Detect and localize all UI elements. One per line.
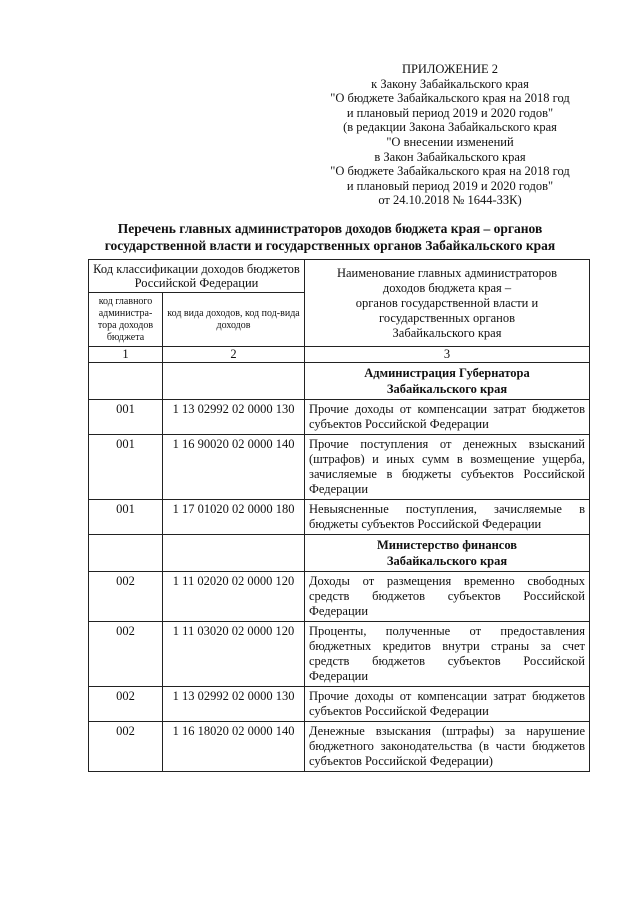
section-row xyxy=(89,535,590,572)
column-number: 2 xyxy=(163,347,305,363)
document-title xyxy=(60,220,600,254)
table-header-row xyxy=(89,260,590,293)
income-name-cell: Денежные взыскания (штрафы) за нарушение бюджетного законодательства (в части бюджетов субъектов Российской Федерации) xyxy=(305,722,590,772)
income-code-header: код вида доходов, код под-вида доходов xyxy=(163,293,305,347)
income-code-cell: 1 13 02992 02 0000 130 xyxy=(163,400,305,435)
classification-header: Код классификации доходов бюджетов Российской Федерации xyxy=(89,260,305,293)
column-number-row xyxy=(89,347,590,363)
column-number: 3 xyxy=(305,347,590,363)
section-title-line: Администрация Губернатора xyxy=(364,366,530,380)
income-code-cell: 1 11 03020 02 0000 120 xyxy=(163,622,305,687)
header-line: органов государственной власти и xyxy=(355,295,539,310)
income-name-cell: Прочие поступления от денежных взысканий (штрафов) и иных сумм в возмещение ущерба, зачисляемые в бюджеты субъектов Российской Федерации xyxy=(305,435,590,500)
admin-code-cell: 001 xyxy=(89,500,163,535)
header-line: Забайкальского края xyxy=(392,325,502,340)
header-line: доходов бюджета края – xyxy=(382,280,512,295)
empty-cell xyxy=(89,363,163,400)
empty-cell xyxy=(163,363,305,400)
admin-code-cell: 002 xyxy=(89,572,163,622)
appendix-header-line: ПРИЛОЖЕНИЕ 2 xyxy=(401,62,499,76)
appendix-header-line: и плановый период 2019 и 2020 годов" xyxy=(346,178,554,193)
document-title-line: Перечень главных администраторов доходов бюджета края – органов xyxy=(117,221,543,236)
header-line: государственных органов xyxy=(379,310,515,325)
income-code-cell: 1 11 02020 02 0000 120 xyxy=(163,572,305,622)
admin-code-header: код главного администра-тора доходов бюджета xyxy=(89,293,163,347)
table-row xyxy=(89,622,590,687)
appendix-header-line: (в редакции Закона Забайкальского края xyxy=(343,120,557,135)
table-row xyxy=(89,572,590,622)
income-name-cell: Невыясненные поступления, зачисляемые в бюджеты субъектов Российской Федерации xyxy=(305,500,590,535)
administrators-table xyxy=(88,259,590,772)
admin-code-cell: 001 xyxy=(89,400,163,435)
section-title-line: Министерство финансов xyxy=(376,538,518,552)
section-row xyxy=(89,363,590,400)
admin-code-cell: 001 xyxy=(89,435,163,500)
empty-cell xyxy=(89,535,163,572)
income-name-cell: Проценты, полученные от предоставления бюджетных кредитов внутри страны за счет средств бюджетов субъектов Российской Федерации xyxy=(305,622,590,687)
income-code-cell: 1 17 01020 02 0000 180 xyxy=(163,500,305,535)
section-title-line: Забайкальского края xyxy=(386,554,508,568)
income-code-cell: 1 13 02992 02 0000 130 xyxy=(163,687,305,722)
admin-code-cell: 002 xyxy=(89,722,163,772)
table-row xyxy=(89,500,590,535)
income-name-cell: Доходы от размещения временно свободных средств бюджетов субъектов Российской Федерации xyxy=(305,572,590,622)
income-code-cell: 1 16 18020 02 0000 140 xyxy=(163,722,305,772)
empty-cell xyxy=(163,535,305,572)
section-title xyxy=(305,535,590,572)
administrator-name-header xyxy=(305,260,590,347)
appendix-header-line: и плановый период 2019 и 2020 годов" xyxy=(346,105,554,120)
appendix-header-line: в Закон Забайкальского края xyxy=(374,149,526,164)
document-title-line: государственной власти и государственных органов Забайкальского края xyxy=(104,238,556,253)
appendix-header-line: "О внесении изменений xyxy=(386,134,514,149)
section-title-line: Забайкальского края xyxy=(386,382,508,396)
appendix-header-line: к Закону Забайкальского края xyxy=(371,76,529,91)
appendix-header xyxy=(300,62,600,208)
table-row xyxy=(89,400,590,435)
appendix-header-line: "О бюджете Забайкальского края на 2018 год xyxy=(330,91,570,106)
admin-code-cell: 002 xyxy=(89,622,163,687)
table-row xyxy=(89,435,590,500)
header-line: Наименование главных администраторов xyxy=(336,265,558,280)
column-number: 1 xyxy=(89,347,163,363)
appendix-header-line: "О бюджете Забайкальского края на 2018 год xyxy=(330,164,570,179)
income-name-cell: Прочие доходы от компенсации затрат бюджетов субъектов Российской Федерации xyxy=(305,687,590,722)
income-name-cell: Прочие доходы от компенсации затрат бюджетов субъектов Российской Федерации xyxy=(305,400,590,435)
table-row xyxy=(89,687,590,722)
admin-code-cell: 002 xyxy=(89,687,163,722)
income-code-cell: 1 16 90020 02 0000 140 xyxy=(163,435,305,500)
table-row xyxy=(89,722,590,772)
appendix-header-line: от 24.10.2018 № 1644-ЗЗК) xyxy=(378,193,522,208)
section-title xyxy=(305,363,590,400)
